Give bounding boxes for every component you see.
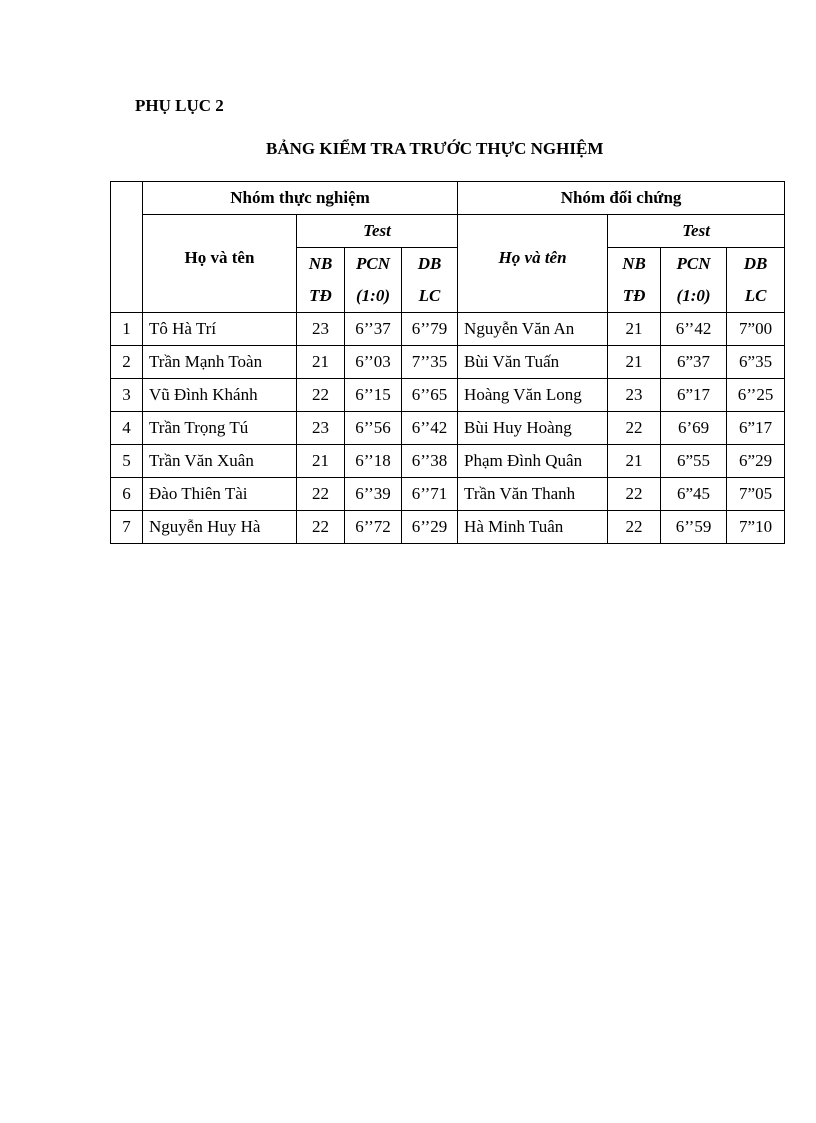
experimental-nb: 22 — [297, 511, 345, 544]
header-db-line2: LC — [418, 286, 441, 305]
header-pcn-line1: PCN — [356, 254, 390, 273]
header-control-test: Test — [608, 215, 785, 248]
table-row — [111, 412, 785, 445]
control-name: Phạm Đình Quân — [458, 445, 608, 478]
control-name: Trần Văn Thanh — [458, 478, 608, 511]
control-db: 6”17 — [727, 412, 785, 445]
header-pcn-line1: PCN — [676, 254, 711, 273]
header-control-db — [727, 248, 785, 313]
header-experimental-test: Test — [297, 215, 458, 248]
experimental-name: Trần Trọng Tú — [143, 412, 297, 445]
control-nb: 21 — [608, 313, 661, 346]
control-pcn: 6’’59 — [661, 511, 727, 544]
header-index — [111, 182, 143, 313]
experimental-db: 6’’29 — [402, 511, 458, 544]
experimental-name: Đào Thiên Tài — [143, 478, 297, 511]
experimental-db: 6’’38 — [402, 445, 458, 478]
experimental-pcn: 6’’56 — [345, 412, 402, 445]
header-experimental-group: Nhóm thực nghiệm — [143, 182, 458, 215]
header-nb-line1: NB — [308, 254, 333, 273]
control-db: 7”05 — [727, 478, 785, 511]
control-nb: 21 — [608, 346, 661, 379]
experimental-pcn: 6’’15 — [345, 379, 402, 412]
experimental-name: Trần Văn Xuân — [143, 445, 297, 478]
row-number: 4 — [111, 412, 143, 445]
experimental-db: 6’’42 — [402, 412, 458, 445]
experimental-db: 6’’71 — [402, 478, 458, 511]
header-nb-line2: TĐ — [309, 286, 332, 305]
header-control-pcn — [661, 248, 727, 313]
experimental-pcn: 6’’39 — [345, 478, 402, 511]
experimental-nb: 21 — [297, 346, 345, 379]
results-table — [110, 181, 785, 544]
control-pcn: 6’’42 — [661, 313, 727, 346]
experimental-nb: 21 — [297, 445, 345, 478]
experimental-nb: 23 — [297, 313, 345, 346]
control-name: Nguyễn Văn An — [458, 313, 608, 346]
control-pcn: 6”17 — [661, 379, 727, 412]
experimental-pcn: 6’’72 — [345, 511, 402, 544]
header-experimental-pcn — [345, 248, 402, 313]
header-pcn-line2: (1:0) — [676, 286, 711, 305]
experimental-name: Nguyễn Huy Hà — [143, 511, 297, 544]
control-name: Bùi Huy Hoàng — [458, 412, 608, 445]
control-name: Bùi Văn Tuấn — [458, 346, 608, 379]
header-experimental-db — [402, 248, 458, 313]
control-nb: 22 — [608, 478, 661, 511]
control-pcn: 6’69 — [661, 412, 727, 445]
row-number: 6 — [111, 478, 143, 511]
control-db: 6’’25 — [727, 379, 785, 412]
experimental-pcn: 6’’03 — [345, 346, 402, 379]
row-number: 2 — [111, 346, 143, 379]
table-row — [111, 478, 785, 511]
experimental-nb: 23 — [297, 412, 345, 445]
experimental-nb: 22 — [297, 478, 345, 511]
control-nb: 22 — [608, 511, 661, 544]
control-nb: 22 — [608, 412, 661, 445]
table-row — [111, 379, 785, 412]
control-db: 7”00 — [727, 313, 785, 346]
header-db-line1: DB — [417, 254, 442, 273]
header-db-line2: LC — [744, 286, 767, 305]
header-experimental-name: Họ và tên — [143, 215, 297, 313]
row-number: 1 — [111, 313, 143, 346]
experimental-name: Trần Mạnh Toàn — [143, 346, 297, 379]
row-number: 7 — [111, 511, 143, 544]
experimental-name: Vũ Đình Khánh — [143, 379, 297, 412]
row-number: 5 — [111, 445, 143, 478]
header-control-name: Họ và tên — [458, 215, 608, 313]
header-nb-line1: NB — [622, 254, 646, 273]
control-pcn: 6”37 — [661, 346, 727, 379]
header-experimental-nb — [297, 248, 345, 313]
experimental-pcn: 6’’37 — [345, 313, 402, 346]
control-db: 6”29 — [727, 445, 785, 478]
table-row — [111, 313, 785, 346]
table-row — [111, 445, 785, 478]
control-db: 7”10 — [727, 511, 785, 544]
header-nb-line2: TĐ — [622, 286, 646, 305]
header-pcn-line2: (1:0) — [356, 286, 390, 305]
experimental-db: 6’’79 — [402, 313, 458, 346]
control-name: Hoàng Văn Long — [458, 379, 608, 412]
control-db: 6”35 — [727, 346, 785, 379]
table-row — [111, 511, 785, 544]
experimental-name: Tô Hà Trí — [143, 313, 297, 346]
header-control-group: Nhóm đối chứng — [458, 182, 785, 215]
row-number: 3 — [111, 379, 143, 412]
header-db-line1: DB — [743, 254, 768, 273]
header-control-nb — [608, 248, 661, 313]
table-title: BẢNG KIỂM TRA TRƯỚC THỰC NGHIỆM — [266, 139, 604, 158]
control-nb: 21 — [608, 445, 661, 478]
control-name: Hà Minh Tuân — [458, 511, 608, 544]
experimental-db: 6’’65 — [402, 379, 458, 412]
control-pcn: 6”45 — [661, 478, 727, 511]
control-nb: 23 — [608, 379, 661, 412]
table-row — [111, 346, 785, 379]
experimental-db: 7’’35 — [402, 346, 458, 379]
experimental-pcn: 6’’18 — [345, 445, 402, 478]
appendix-title: PHỤ LỤC 2 — [135, 96, 224, 115]
experimental-nb: 22 — [297, 379, 345, 412]
control-pcn: 6”55 — [661, 445, 727, 478]
